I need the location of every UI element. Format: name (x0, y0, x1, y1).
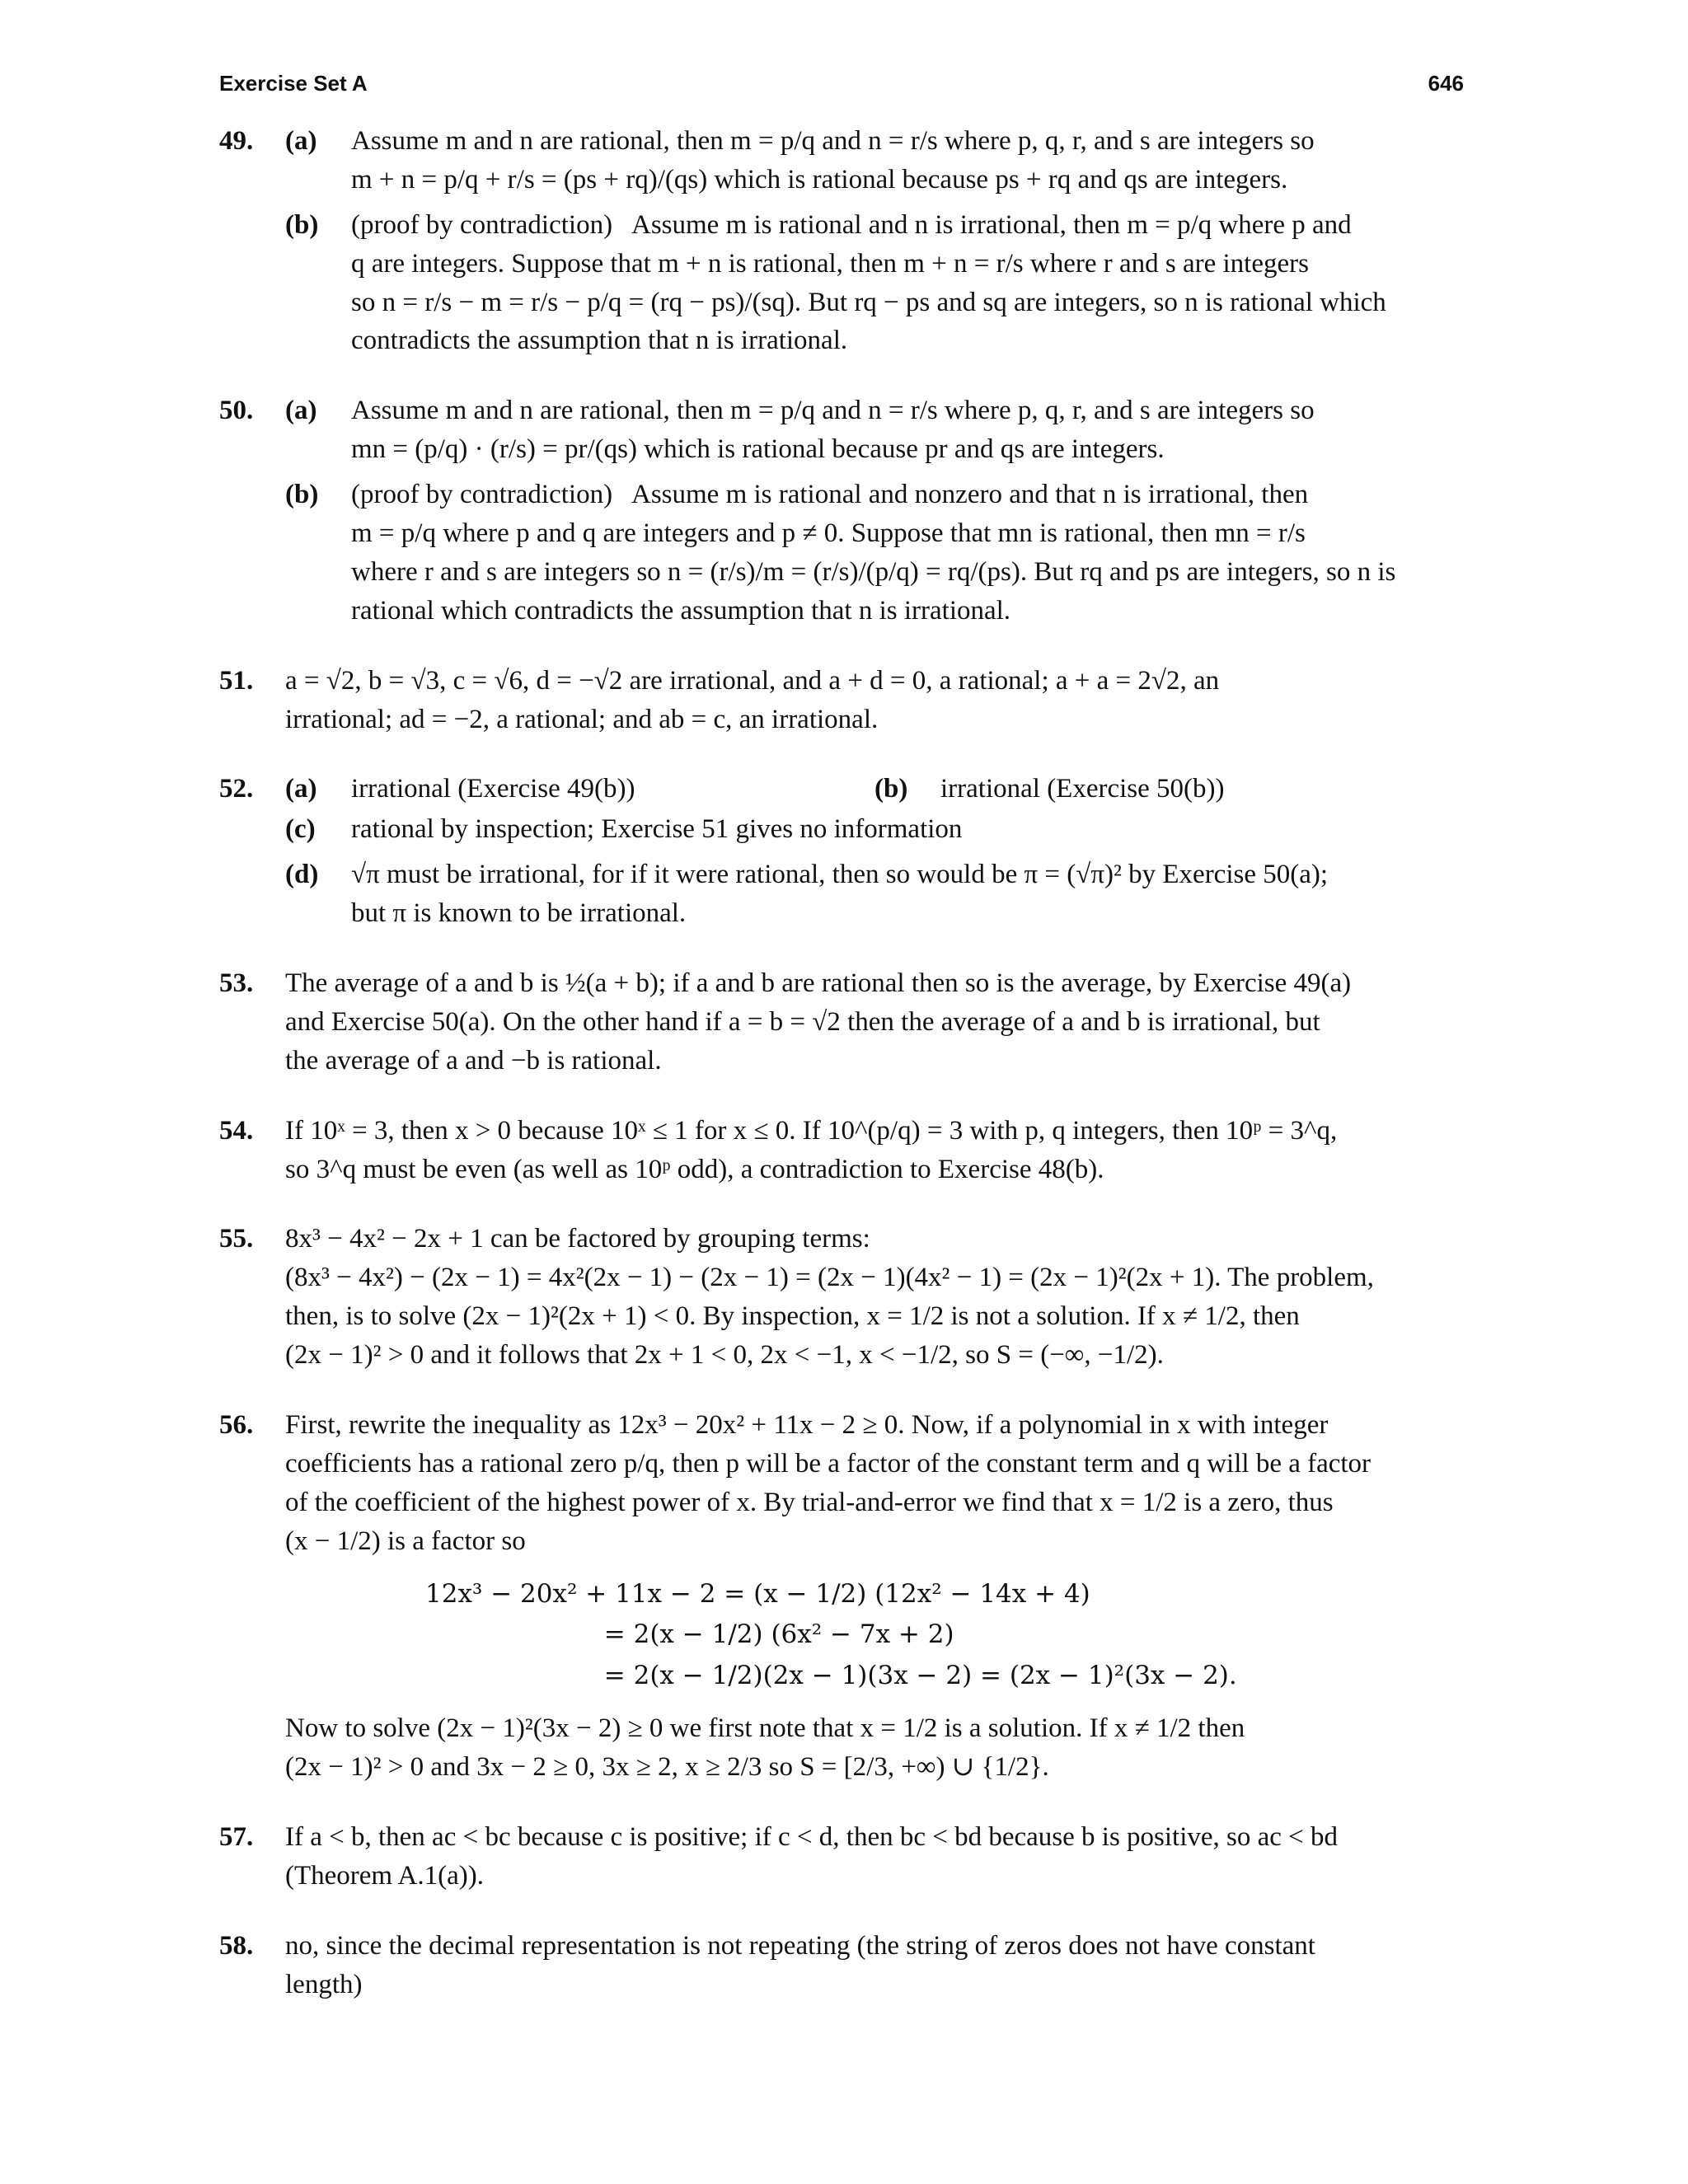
text-line: irrational (Exercise 50(b)) (940, 774, 1225, 804)
part-label: (a) (285, 774, 317, 804)
text-line: √π must be irrational, for if it were rational, then so would be π = (√π)² by Exercise 50(a); (351, 860, 1329, 890)
text-line: coefficients has a rational zero p/q, then p will be a factor of the constant term and q will be a factor (285, 1448, 1372, 1479)
equation-line: = 2(x − 1/2)(2x − 1)(3x − 2) = (2x − 1)²(3x − 2). (425, 1660, 1237, 1690)
text-line: First, rewrite the inequality as 12x³ − 20x² + 11x − 2 ≥ 0. Now, if a polynomial in x with integer (285, 1410, 1329, 1441)
exercise-number: 57. (219, 1822, 254, 1853)
text-line: contradicts the assumption that n is irrational. (351, 326, 848, 356)
text-line: but π is known to be irrational. (351, 898, 687, 929)
text-line: If 10ˣ = 3, then x > 0 because 10ˣ ≤ 1 for x ≤ 0. If 10^(p/q) = 3 with p, q integers, then 10ᵖ = 3^q, (285, 1115, 1338, 1146)
part-label: (a) (285, 126, 317, 156)
text-line: where r and s are integers so n = (r/s)/m = (r/s)/(p/q) = rq/(ps). But rq and ps are integers, so n is (351, 556, 1396, 587)
page-number: 646 (1428, 71, 1464, 96)
page-header (219, 71, 1464, 104)
exercise-55 (219, 1221, 1464, 1373)
text-line: Assume m and n are rational, then m = p/q and n = r/s where p, q, r, and s are integers so (351, 126, 1315, 156)
text-line: 8x³ − 4x² − 2x + 1 can be factored by grouping terms: (285, 1224, 870, 1254)
exercise-number: 51. (219, 665, 254, 696)
part-label: (c) (285, 814, 316, 845)
exercise-number: 50. (219, 396, 254, 426)
exercise-58 (219, 1929, 1464, 2003)
part-b (285, 208, 1464, 359)
exercise-number: 52. (219, 774, 254, 804)
text-line: If a < b, then ac < bc because c is positive; if c < d, then bc < bd because b is positive, so ac < bd (285, 1822, 1339, 1853)
text-line: (2x − 1)² > 0 and 3x − 2 ≥ 0, 3x ≥ 2, x ≥ 2/3 so S = [2/3, +∞) ∪ {1/2}. (285, 1752, 1049, 1783)
text-line: then, is to solve (2x − 1)²(2x + 1) < 0. By inspection, x = 1/2 is not a solution. If x ≠ 1/2, then (285, 1301, 1300, 1332)
part-label: (b) (285, 480, 319, 510)
part-label: (a) (285, 396, 317, 426)
text-line: m + n = p/q + r/s = (ps + rq)/(qs) which is rational because ps + rq and qs are integers. (351, 164, 1288, 194)
exercise-number: 58. (219, 1930, 254, 1961)
exercise-number: 54. (219, 1115, 254, 1146)
equation-block (285, 1574, 1464, 1697)
part-a (285, 771, 874, 807)
text-line: rational by inspection; Exercise 51 gives no information (351, 814, 963, 845)
exercise-52 (219, 771, 1464, 931)
exercise-number: 53. (219, 968, 254, 999)
exercise-57 (219, 1820, 1464, 1894)
text-line: and Exercise 50(a). On the other hand if a = b = √2 then the average of a and b is irrational, but (285, 1006, 1320, 1037)
text-line: so 3^q must be even (as well as 10ᵖ odd), a contradiction to Exercise 48(b). (285, 1154, 1104, 1184)
text-line: Now to solve (2x − 1)²(3x − 2) ≥ 0 we first note that x = 1/2 is a solution. If x ≠ 1/2 then (285, 1713, 1245, 1744)
part-label: (d) (285, 860, 319, 890)
part-c (285, 812, 1464, 847)
equation-line: = 2(x − 1/2) (6x² − 7x + 2) (425, 1619, 954, 1650)
text-line: so n = r/s − m = r/s − p/q = (rq − ps)/(sq). But rq − ps and sq are integers, so n is rational which (351, 287, 1386, 317)
text-line: a = √2, b = √3, c = √6, d = −√2 are irrational, and a + d = 0, a rational; a + a = 2√2, an (285, 665, 1220, 696)
exercise-49 (219, 124, 1464, 359)
text-line: mn = (p/q) · (r/s) = pr/(qs) which is rational because pr and qs are integers. (351, 434, 1165, 465)
text-line: The average of a and b is ½(a + b); if a and b are rational then so is the average, by Exercise 49(a) (285, 968, 1352, 999)
text-line: irrational (Exercise 49(b)) (351, 774, 635, 804)
part-a (285, 393, 1464, 467)
equation-line: 12x³ − 20x² + 11x − 2 = (x − 1/2) (12x² − 14x + 4) (425, 1578, 1090, 1609)
exercise-54 (219, 1113, 1464, 1188)
text-line: (proof by contradiction) Assume m is rational and nonzero and that n is irrational, then (351, 480, 1309, 510)
text-line: m = p/q where p and q are integers and p ≠ 0. Suppose that mn is rational, then mn = r/s (351, 518, 1306, 549)
part-b (285, 477, 1464, 629)
exercise-number: 49. (219, 126, 254, 156)
exercise-number: 56. (219, 1410, 254, 1441)
text-line: (Theorem A.1(a)). (285, 1861, 484, 1891)
text-line: (x − 1/2) is a factor so (285, 1526, 526, 1556)
exercise-56 (219, 1408, 1464, 1785)
text-line: the average of a and −b is rational. (285, 1045, 662, 1076)
text-line: of the coefficient of the highest power of x. By trial-and-error we find that x = 1/2 is a zero, thus (285, 1487, 1334, 1517)
text-line: no, since the decimal representation is not repeating (the string of zeros does not have constant (285, 1930, 1315, 1961)
text-line: irrational; ad = −2, a rational; and ab = c, an irrational. (285, 704, 879, 734)
exercise-53 (219, 966, 1464, 1079)
exercise-50 (219, 393, 1464, 628)
text-line: (8x³ − 4x²) − (2x − 1) = 4x²(2x − 1) − (2x − 1) = (2x − 1)(4x² − 1) = (2x − 1)²(2x + 1). The problem, (285, 1263, 1374, 1293)
exercise-number: 55. (219, 1224, 254, 1254)
parts-row (285, 771, 1464, 807)
part-a (285, 124, 1464, 198)
part-label: (b) (874, 774, 908, 804)
text-line: (2x − 1)² > 0 and it follows that 2x + 1 < 0, 2x < −1, x < −1/2, so S = (−∞, −1/2). (285, 1340, 1164, 1371)
text-line: length) (285, 1969, 363, 1999)
exercise-51 (219, 663, 1464, 738)
part-d (285, 857, 1464, 931)
text-line: rational which contradicts the assumption that n is irrational. (351, 595, 1011, 626)
part-b (874, 771, 1464, 807)
part-label: (b) (285, 209, 319, 240)
section-title: Exercise Set A (219, 71, 368, 96)
text-line: (proof by contradiction) Assume m is rational and n is irrational, then m = p/q where p and (351, 209, 1352, 240)
page-content (219, 124, 1464, 2037)
text-line: Assume m and n are rational, then m = p/q and n = r/s where p, q, r, and s are integers so (351, 396, 1315, 426)
text-line: q are integers. Suppose that m + n is rational, then m + n = r/s where r and s are integers (351, 248, 1309, 279)
